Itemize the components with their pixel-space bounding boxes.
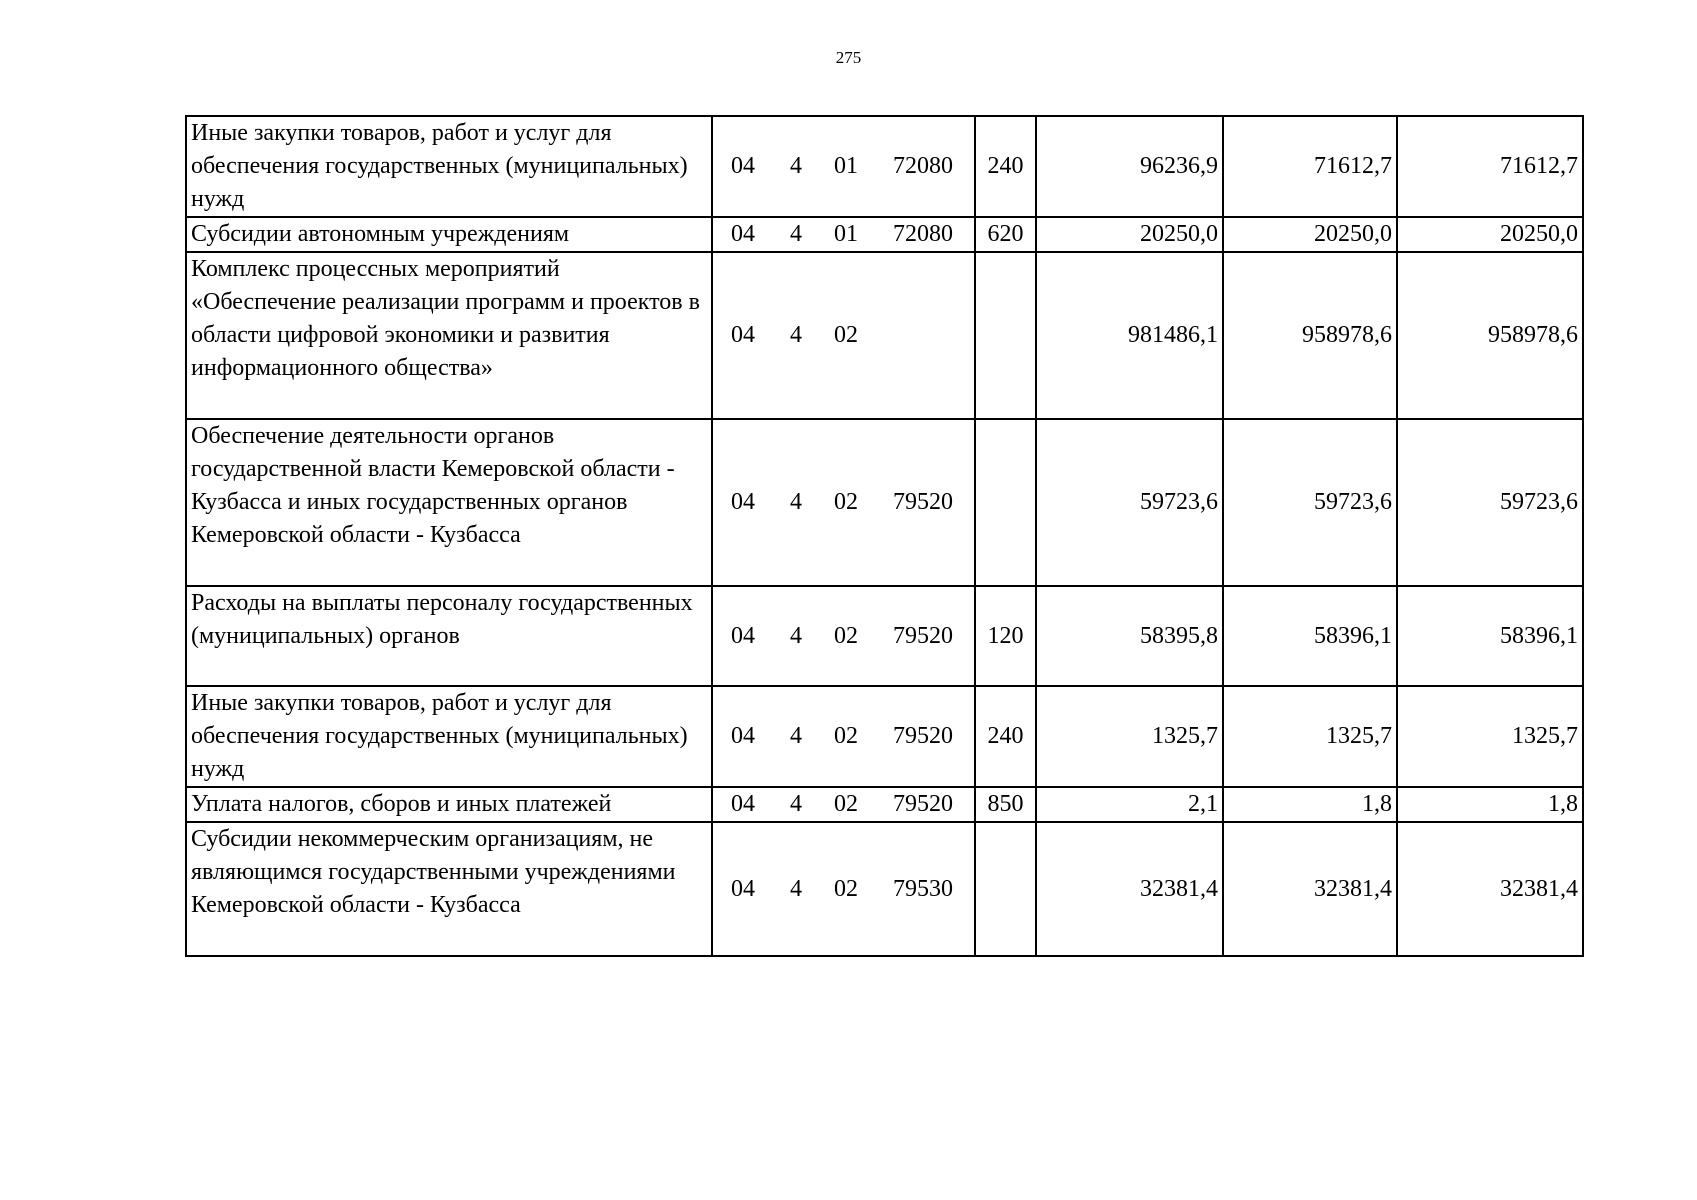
code-part: 04 xyxy=(731,622,755,649)
expense-type-code: 620 xyxy=(975,217,1036,252)
amount-year-3: 1,8 xyxy=(1397,787,1583,822)
expense-type-code xyxy=(975,419,1036,586)
amount-year-1: 32381,4 xyxy=(1036,822,1223,956)
program-code xyxy=(712,686,975,787)
code-part: 4 xyxy=(790,153,802,179)
amount-year-2: 32381,4 xyxy=(1223,822,1397,956)
table-row xyxy=(186,116,1583,217)
code-part: 04 xyxy=(731,221,755,247)
expense-type-code xyxy=(975,252,1036,419)
code-part: 02 xyxy=(834,875,858,902)
amount-year-3: 32381,4 xyxy=(1397,822,1583,956)
code-part: 04 xyxy=(731,322,755,348)
program-code xyxy=(712,217,975,252)
table-row xyxy=(186,419,1583,586)
row-name: Иные закупки товаров, работ и услуг для обеспечения государственных (муниципальных) нужд xyxy=(186,116,712,217)
code-part: 02 xyxy=(834,622,858,649)
code-part: 02 xyxy=(834,723,858,749)
program-code xyxy=(712,116,975,217)
code-part: 04 xyxy=(731,489,755,515)
expense-type-code: 120 xyxy=(975,586,1036,686)
code-part: 4 xyxy=(790,322,802,348)
code-part: 79530 xyxy=(893,875,953,902)
table-row xyxy=(186,822,1583,956)
amount-year-1: 96236,9 xyxy=(1036,116,1223,217)
amount-year-3: 1325,7 xyxy=(1397,686,1583,787)
amount-year-1: 20250,0 xyxy=(1036,217,1223,252)
row-name: Комплекс процессных мероприятий «Обеспечение реализации программ и проектов в области цифровой экономики и развития информационного общества» xyxy=(186,252,712,419)
amount-year-2: 1325,7 xyxy=(1223,686,1397,787)
table-row xyxy=(186,787,1583,822)
code-part: 4 xyxy=(790,221,802,247)
expense-type-code: 240 xyxy=(975,116,1036,217)
code-part: 01 xyxy=(834,221,858,247)
program-code xyxy=(712,419,975,586)
amount-year-2: 59723,6 xyxy=(1223,419,1397,586)
amount-year-3: 58396,1 xyxy=(1397,586,1583,686)
table-row xyxy=(186,217,1583,252)
code-part: 79520 xyxy=(893,622,953,649)
row-name: Субсидии автономным учреждениям xyxy=(186,217,712,252)
amount-year-3: 20250,0 xyxy=(1397,217,1583,252)
amount-year-1: 58395,8 xyxy=(1036,586,1223,686)
code-part: 79520 xyxy=(893,791,953,817)
program-code xyxy=(712,787,975,822)
code-part: 04 xyxy=(731,153,755,179)
amount-year-3: 958978,6 xyxy=(1397,252,1583,419)
amount-year-2: 71612,7 xyxy=(1223,116,1397,217)
code-part: 4 xyxy=(790,622,802,649)
amount-year-2: 1,8 xyxy=(1223,787,1397,822)
code-part: 02 xyxy=(834,322,858,348)
code-part: 72080 xyxy=(893,153,953,179)
code-part: 4 xyxy=(790,875,802,902)
code-part: 79520 xyxy=(893,489,953,515)
program-code xyxy=(712,586,975,686)
budget-table xyxy=(185,115,1584,957)
amount-year-1: 59723,6 xyxy=(1036,419,1223,586)
row-name: Обеспечение деятельности органов государственной власти Кемеровской области - Кузбасса и иных государственных органов Кемеровской области - Кузбасса xyxy=(186,419,712,586)
code-part: 79520 xyxy=(893,723,953,749)
amount-year-2: 958978,6 xyxy=(1223,252,1397,419)
amount-year-1: 981486,1 xyxy=(1036,252,1223,419)
expense-type-code: 850 xyxy=(975,787,1036,822)
amount-year-2: 20250,0 xyxy=(1223,217,1397,252)
amount-year-1: 1325,7 xyxy=(1036,686,1223,787)
code-part: 04 xyxy=(731,875,755,902)
expense-type-code xyxy=(975,822,1036,956)
program-code xyxy=(712,252,975,419)
row-name: Субсидии некоммерческим организациям, не являющимся государственными учреждениями Кемеровской области - Кузбасса xyxy=(186,822,712,956)
row-name: Уплата налогов, сборов и иных платежей xyxy=(186,787,712,822)
amount-year-1: 2,1 xyxy=(1036,787,1223,822)
table-row xyxy=(186,252,1583,419)
table-row xyxy=(186,586,1583,686)
amount-year-3: 59723,6 xyxy=(1397,419,1583,586)
code-part: 4 xyxy=(790,489,802,515)
code-part: 01 xyxy=(834,153,858,179)
program-code xyxy=(712,822,975,956)
amount-year-2: 58396,1 xyxy=(1223,586,1397,686)
row-name: Расходы на выплаты персоналу государственных (муниципальных) органов xyxy=(186,586,712,686)
table-row xyxy=(186,686,1583,787)
code-part: 02 xyxy=(834,791,858,817)
code-part: 04 xyxy=(731,723,755,749)
code-part: 4 xyxy=(790,723,802,749)
code-part: 4 xyxy=(790,791,802,817)
page-number: 275 xyxy=(835,48,862,67)
code-part: 04 xyxy=(731,791,755,817)
amount-year-3: 71612,7 xyxy=(1397,116,1583,217)
code-part: 72080 xyxy=(893,221,953,247)
code-part: 02 xyxy=(834,489,858,515)
row-name: Иные закупки товаров, работ и услуг для обеспечения государственных (муниципальных) нужд xyxy=(186,686,712,787)
expense-type-code: 240 xyxy=(975,686,1036,787)
